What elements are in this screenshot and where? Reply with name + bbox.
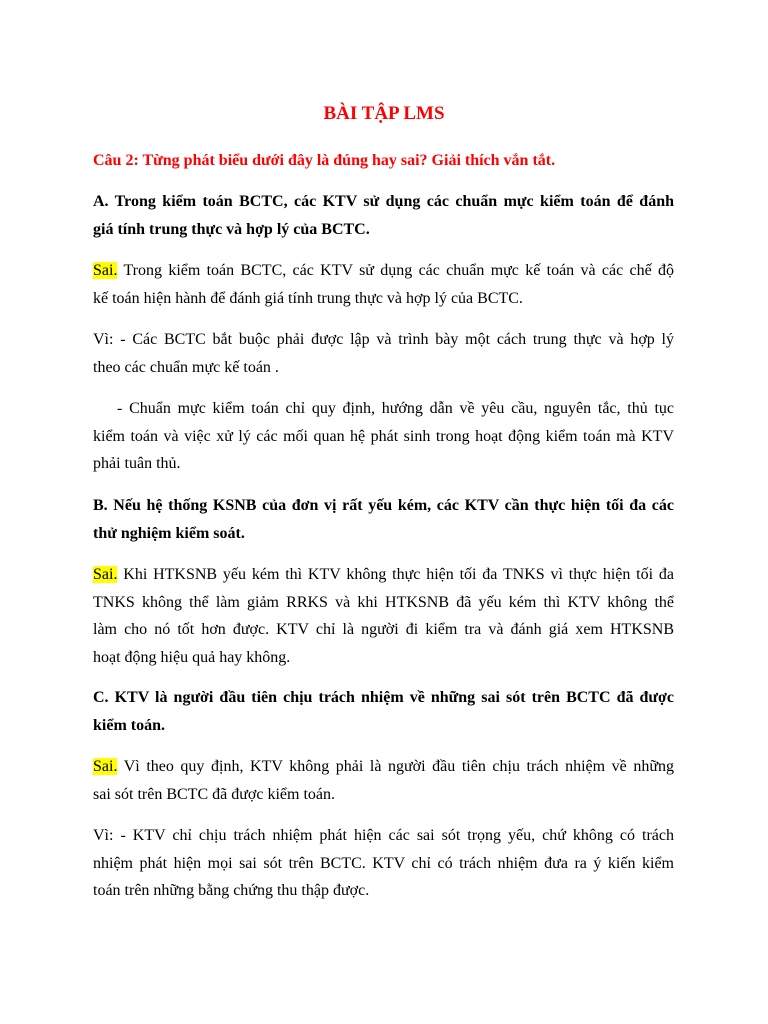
statement-b-line: B. Nếu hệ thống KSNB của đơn vị rất yếu kém, các KTV cần thực hiện tối đa các (93, 497, 674, 514)
reason-a-line: theo các chuẩn mực kế toán . (93, 358, 279, 376)
page-title: BÀI TẬP LMS (323, 103, 445, 124)
answer-b-text: Khi HTKSNB yếu kém thì KTV không thực hiện tối đa TNKS vì thực hiện tối đa (117, 566, 674, 583)
question-heading (93, 147, 674, 175)
answer-b-line: hoạt động hiệu quả hay không. (93, 648, 291, 666)
answer-a-text: Trong kiểm toán BCTC, các KTV sử dụng các chuẩn mực kế toán và các chế độ (117, 262, 674, 279)
answer-a-label: Sai. (93, 262, 118, 279)
reason-c-line: Vì: - KTV chỉ chịu trách nhiệm phát hiện các sai sót trọng yếu, chứ không có trách (93, 827, 674, 844)
statement-b-line: thử nghiệm kiểm soát. (93, 524, 245, 542)
answer-b-label: Sai. (93, 566, 118, 583)
reason-c-line: nhiệm phát hiện mọi sai sót trên BCTC. KTV chỉ có trách nhiệm đưa ra ý kiến kiểm (93, 854, 674, 872)
answer-b (93, 561, 674, 671)
answer-a (93, 257, 674, 312)
answer-b-line: TNKS không thể làm giảm RRKS và khi HTKSNB đã yếu kém thì KTV không thể (93, 593, 674, 611)
reason-a-2-line: kiểm toán và việc xử lý các mối quan hệ phát sinh trong hoạt động kiểm toán mà KTV (93, 427, 674, 445)
answer-a-line: kế toán hiện hành để đánh giá tính trung thực và hợp lý của BCTC. (93, 289, 523, 307)
statement-a-line: A. Trong kiểm toán BCTC, các KTV sử dụng các chuẩn mực kiểm toán để đánh (93, 193, 674, 210)
reason-a (93, 326, 674, 381)
reason-c (93, 822, 674, 905)
answer-c-text: Vì theo quy định, KTV không phải là người đầu tiên chịu trách nhiệm về những (117, 758, 674, 775)
reason-c-line: toán trên những bằng chứng thu thập được. (93, 882, 370, 899)
question-text: Câu 2: Từng phát biểu dưới đây là đúng hay sai? Giải thích vắn tắt. (93, 152, 556, 169)
statement-c (93, 684, 674, 739)
statement-c-line: kiểm toán. (93, 716, 165, 734)
statement-c-line: C. KTV là người đầu tiên chịu trách nhiệm về những sai sót trên BCTC đã được (93, 689, 674, 706)
answer-b-line: làm cho nó tốt hơn được. KTV chỉ là người đi kiểm tra và đánh giá xem HTKSNB (93, 621, 674, 638)
reason-a-2 (93, 395, 674, 478)
answer-c-label: Sai. (93, 758, 118, 775)
statement-b (93, 492, 674, 547)
reason-a-line: Vì: - Các BCTC bắt buộc phải được lập và trình bày một cách trung thực và hợp lý (93, 331, 674, 348)
answer-c-line: sai sót trên BCTC đã được kiểm toán. (93, 785, 335, 803)
statement-a (93, 188, 674, 243)
statement-a-line: giá tính trung thực và hợp lý của BCTC. (93, 220, 370, 238)
answer-c (93, 753, 674, 808)
reason-a-2-line: - Chuẩn mực kiểm toán chỉ quy định, hướng dẫn về yêu cầu, nguyên tắc, thủ tục (117, 400, 674, 417)
reason-a-2-line: phải tuân thủ. (93, 455, 181, 472)
